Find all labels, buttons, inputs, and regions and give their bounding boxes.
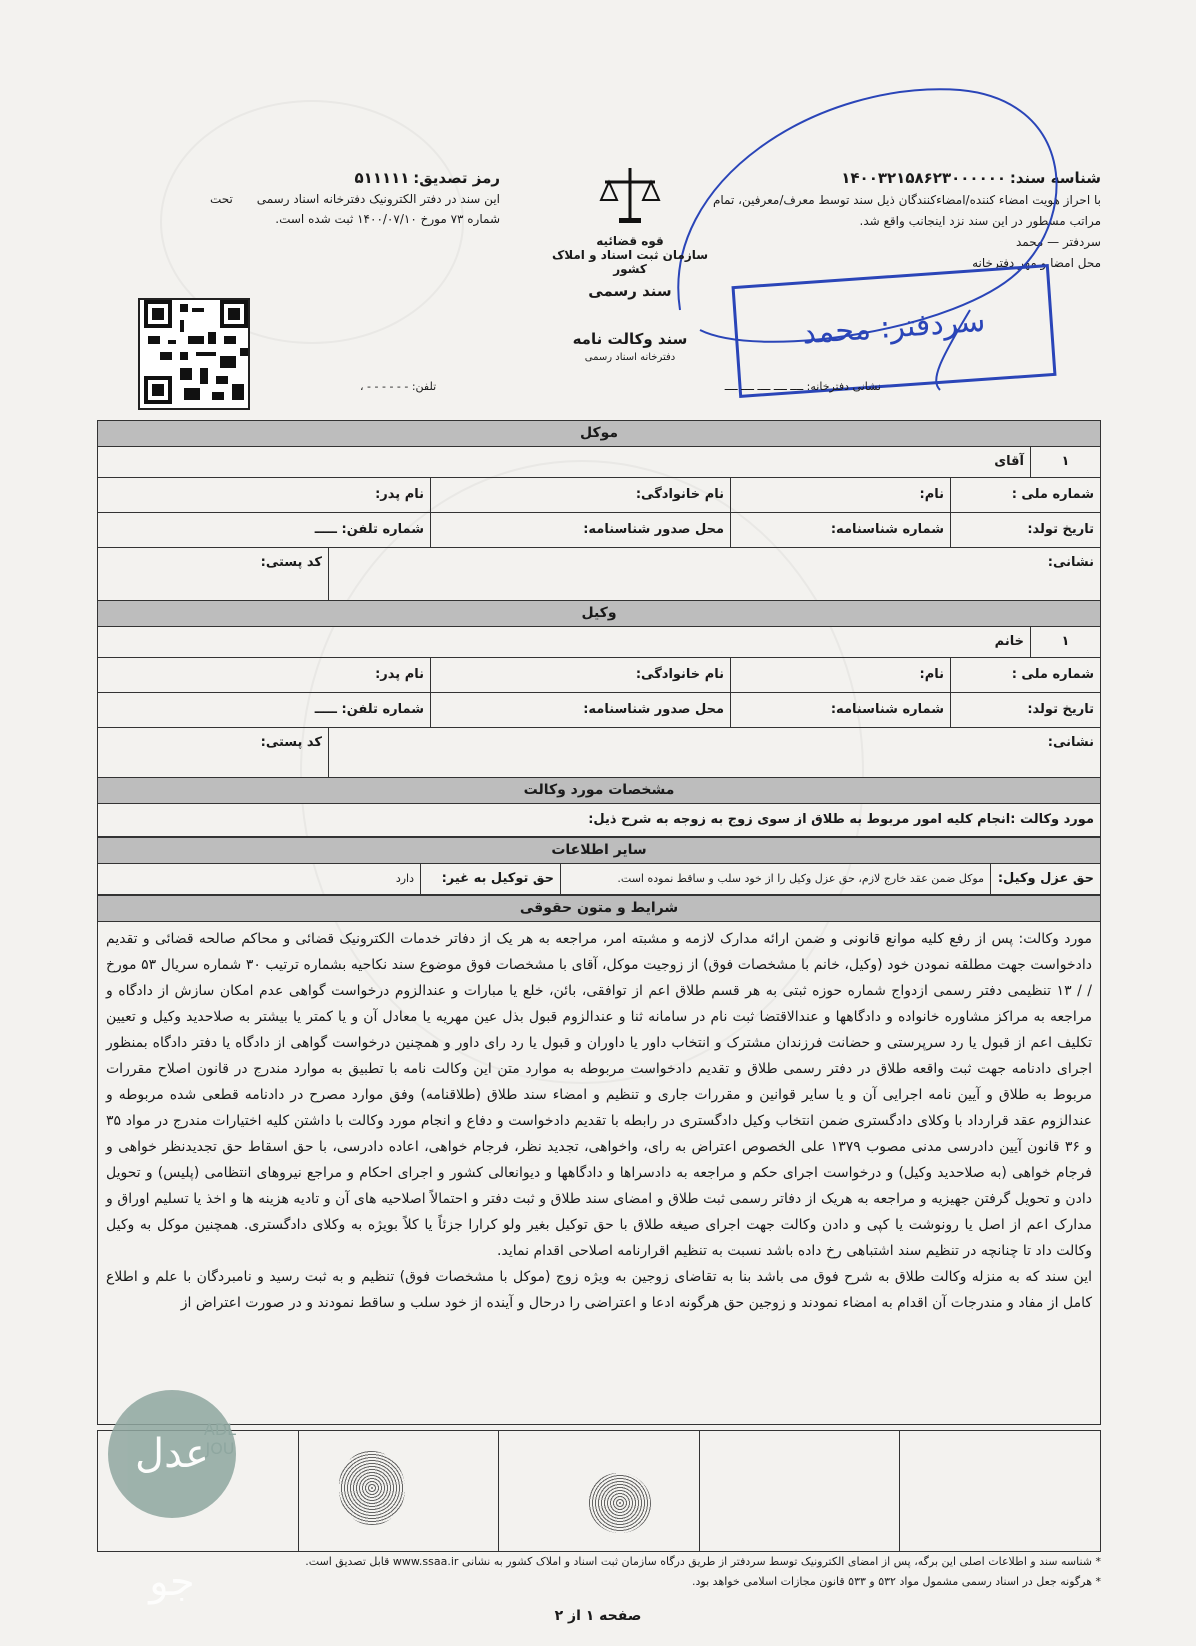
- fingerprint-icon: [589, 1473, 651, 1533]
- terms-paragraph: این سند که به منزله وکالت طلاق به شرح فوق می باشد بنا به تقاضای زوجین به ویژه زوج (موکل با مشخصات فوق) تنظیم و به ثبت رسید و نامبردگان با علم و اطلاع کامل از مفاد و مندرجات آن اقدام به امضاء نمودند و زوجین حق هرگونه ادعا و اعتراضی را درحال و آینده از خود سلب و ساقط نمودند و در صورت اعتراض از: [106, 1269, 1092, 1311]
- scales-icon: [595, 160, 665, 230]
- agent-row-no: ۱: [1030, 627, 1100, 657]
- sign-place: محل امضا و مهر دفترخانه: [972, 256, 1101, 270]
- verify-code: ۵۱۱۱۱۱: [354, 169, 410, 187]
- signature-box: [498, 1431, 699, 1551]
- agent-birth: تاریخ تولد:: [950, 693, 1100, 727]
- signature-box: [699, 1431, 900, 1551]
- principal-birth: تاریخ تولد:: [950, 513, 1100, 547]
- revoke-label: حق عزل وکیل:: [990, 864, 1100, 894]
- delegate-label: حق توکیل به غیر:: [420, 864, 560, 894]
- principal-father: نام پدر:: [375, 487, 424, 502]
- agent-national-id: شماره ملی :: [950, 658, 1100, 692]
- doc-title: سند وکالت نامه: [572, 330, 688, 348]
- notary-stamp: سردفتر: محمد: [731, 264, 1056, 398]
- subject-text: مورد وکالت :انجام کلیه امور مربوط به طلاق از سوی زوج به زوجه به شرح ذیل:: [588, 812, 1094, 827]
- judiciary-name: قوه قضائیه: [596, 234, 664, 248]
- office-phone: تلفن: - - - - - - ،: [360, 380, 437, 393]
- watermark-text: ADL JOU: [203, 1420, 237, 1458]
- agent-address: نشانی:: [328, 728, 1100, 788]
- delegate-value: دارد: [395, 872, 414, 885]
- verify-label: رمز تصدیق:: [413, 169, 500, 187]
- agent-honorific: خانم: [994, 634, 1024, 649]
- terms-title: شرایط و متون حقوقی: [98, 895, 1100, 922]
- signature-box: [899, 1431, 1100, 1551]
- terms-paragraph: مورد وکالت: پس از رفع کلیه موانع قانونی و ضمن ارائه مدارک لازمه و مشبته امر، مراجعه به هر یک از دفاتر خدمات الکترونیک قضائی و محاکم صالحه قضائی و تقدیم دادخواست جهت مطلقه نمودن خود (وکیل، خانم با مشخصات فوق) از زوجیت موکل، آقای با مشخصات فوق موضوع سند نکاحیه بشماره ترتیب ۳۰ شماره سریال ۵۳ مورخ / / ۱۳ تنظیمی دفتر رسمی ازدواج شماره حوزه ثبتی به هر قسم طلاق اعم از توافقی، بائن، خلع یا مبارات و عندالزوم درخواست گواهی عدم امکان سازش از دادگاه و مراجعه به مراکز مشاوره خانواده و دادگاهها و عندالاقتضا ثبت نام در سامانه ثنا و عندالزوم قبول بذل عین مهریه یا معادل آن و یا کمتر یا بیشتر به صلاحدید وکیل و تعیین تکلیف اعم از قبول یا رد سرپرستی و حضانت فرزندان مشترک و انتخاب داور یا داوران و قبول یا رد رای داور و همچنین درخواست گواهی از دادگاه یا دفتر دادگاه بمنظور اجرای دادنامه جهت ثبت واقعه طلاق در دفتر رسمی طلاق و تقدیم دادخواست مربوطه به موارد متن این وکالت نامه با تطبیق به موارد مندرج در قانون اصلاح مقررات مربوط به طلاق و آیین نامه اجرایی آن و یا سایر قوانین و مقررات جاری و تنظیم و امضاء سند طلاق (طلاقنامه) وفق موارد مصرح در دادنامه قطعی شده مربوطه و عندالزوم عقد قرارداد با وکلای دادگستری ضمن انتخاب وکیل دادگستری در رابطه با تقدیم دادخواست و دفاع و انجام مورد وکالت با داشتن کلیه اختیارات مندرج در مواد ۳۵ و ۳۶ قانون آیین دادرسی مدنی مصوب ۱۳۷۹ علی الخصوص اعتراض به رای، واخواهی، تجدید نظر، فرجام خواهی، اعاده دادرسی، با حق اسقاط حق تجدیدنظر خواهی و فرجام خواهی (به صلاحدید وکیل) و درخواست اجرای حکم و مراجعه به دادسراها و دادگاهها و دیوانعالی کشور و اجرای احکام و مراجع نیروهای انتظامی (پلیس) و تحویل دادن و تحویل گرفتن جهیزیه و مراجعه به هریک از دفاتر رسمی ثبت طلاق و امضای سند طلاق و ثبت دفتر و احتمالاً اصلاحیه های آن و تادیه هزینه ها و اخذ یا تسلیم اوراق و مدارک اعم از اصل یا رونوشت یا کپی و دادن وکالت جهت اجرای صیغه طلاق با حق توکیل بغیر ولو کرارا جزئاً یا کلاً بویژه به وکلای دادگستری. همچنین موکل به وکیل وکالت داد تا چنانچه در تنظیم سند اشتباهی رخ داده باشد نسبت به تنظیم اقرارنامه اصلاحی اقدام نماید.: [106, 931, 1092, 1259]
- fingerprint-icon: [339, 1451, 405, 1525]
- agent-phone: شماره تلفن: ـــــ: [314, 702, 424, 717]
- principal-row-no: ۱: [1030, 447, 1100, 477]
- address-label: نشانی دفترخانه:: [806, 380, 881, 393]
- official-label: سند رسمی: [588, 282, 672, 300]
- subject-table: [97, 777, 1101, 1425]
- doc-id-label: شناسه سند:: [1009, 169, 1101, 187]
- registry-text: این سند در دفتر الکترونیک دفترخانه اسناد رسمی: [256, 192, 500, 206]
- agent-last-name: نام خانوادگی:: [430, 658, 730, 692]
- judiciary-emblem: [540, 160, 720, 363]
- principal-honorific: آقای: [994, 454, 1024, 469]
- principal-postal: کد پستی:: [260, 555, 322, 570]
- office-sub: دفترخانه اسناد رسمی: [584, 352, 676, 363]
- registry-under: تحت: [210, 192, 233, 206]
- notary-line: سردفتر — محمد: [1015, 235, 1101, 249]
- registry-number: شماره ۷۳ مورخ ۱۴۰۰/۰۷/۱۰ ثبت شده است.: [275, 212, 500, 226]
- qr-code[interactable]: [138, 298, 250, 410]
- org-name: سازمان ثبت اسناد و املاک کشور: [551, 248, 709, 276]
- principal-first-name: نام:: [730, 478, 950, 512]
- principal-id-no: شماره شناسنامه:: [730, 513, 950, 547]
- agent-first-name: نام:: [730, 658, 950, 692]
- principal-table: [97, 420, 1101, 609]
- phone-label: تلفن:: [411, 380, 437, 393]
- terms-body: [98, 922, 1100, 1424]
- agent-table: [97, 600, 1101, 789]
- principal-address: نشانی:: [328, 548, 1100, 608]
- footer-note-2: * هرگونه جعل در اسناد رسمی مشمول مواد ۵۳۲ و ۵۳۳ قانون مجازات اسلامی خواهد بود.: [692, 1575, 1101, 1588]
- footer-note-1: * شناسه سند و اطلاعات اصلی این برگه، پس از امضای الکترونیک توسط سردفتر از طریق درگاه سازمان ثبت اسناد و املاک کشور به نشانی www.ssaa.ir قابل تصدیق است.: [305, 1555, 1101, 1568]
- other-title: سایر اطلاعات: [98, 837, 1100, 864]
- signature-box: [298, 1431, 499, 1551]
- identity-text: با احراز هویت امضاء کننده/امضاءکنندگان ذیل سند توسط معرف/معرفین، تمام مراتب مسطور در این سند نزد اینجانب واقع شد.: [712, 193, 1101, 228]
- agent-issue-place: محل صدور شناسنامه:: [430, 693, 730, 727]
- revoke-value: موکل ضمن عقد خارج لازم، حق عزل وکیل را از خود سلب و ساقط نموده است.: [560, 864, 990, 894]
- principal-last-name: نام خانوادگی:: [430, 478, 730, 512]
- header-left: [170, 168, 500, 229]
- office-address: نشانی دفترخانه: ــــ ــــ ــــ ــــ ــــ: [724, 380, 881, 393]
- principal-national-id: شماره ملی :: [950, 478, 1100, 512]
- principal-phone: شماره تلفن: ـــــ: [314, 522, 424, 537]
- principal-issue-place: محل صدور شناسنامه:: [430, 513, 730, 547]
- doc-id: ۱۴۰۰۳۲۱۵۸۶۲۳۰۰۰۰۰۰: [841, 169, 1007, 187]
- page-number: صفحه ۱ از ۲: [554, 1608, 642, 1624]
- principal-title: موکل: [98, 421, 1100, 447]
- agent-father: نام پدر:: [375, 667, 424, 682]
- agent-id-no: شماره شناسنامه:: [730, 693, 950, 727]
- logo-text: عدل جو: [135, 1431, 209, 1605]
- subject-title: مشخصات مورد وکالت: [98, 778, 1100, 804]
- agent-title: وکیل: [98, 601, 1100, 627]
- agent-postal: کد پستی:: [260, 735, 322, 750]
